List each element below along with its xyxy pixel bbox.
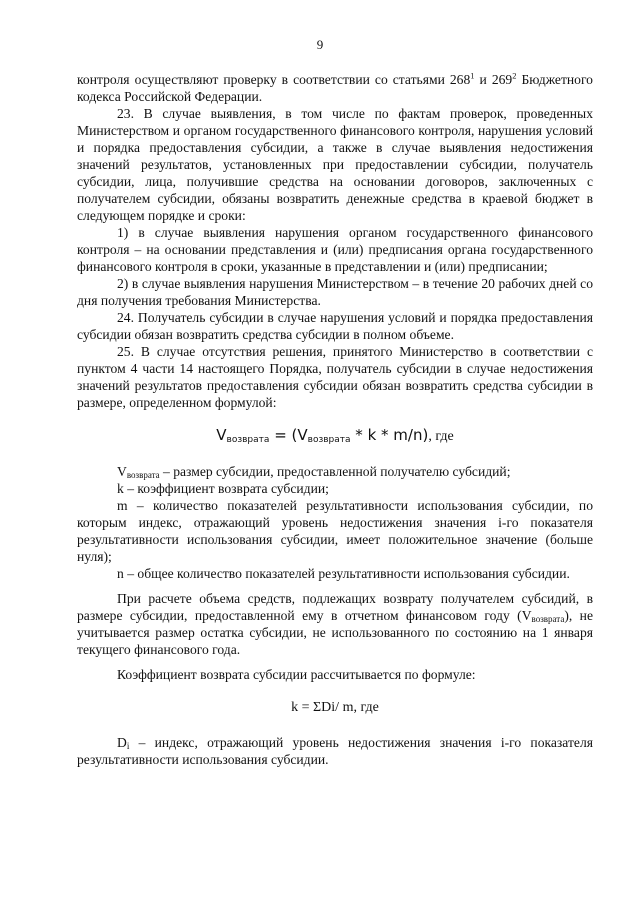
paragraph-23-item-2: 2) в случае выявления нарушения Министерством – в течение 20 рабочих дней со дня получения требования Министерства. [77, 276, 593, 308]
paragraph-23-item-1: 1) в случае выявления нарушения органом государственного финансового контроля – на основании представления и (или) предписания органа государственного финансового контроля в сроки, указанные в представлении и (или) предписании; [77, 225, 593, 274]
definition-k: k – коэффициент возврата субсидии; [117, 481, 329, 496]
symbol: D [117, 735, 127, 750]
definition-v [77, 463, 593, 480]
return-formula [77, 427, 593, 445]
paragraph-coefficient: Коэффициент возврата субсидии рассчитывается по формуле: [117, 667, 476, 682]
text: – размер субсидии, предоставленной получателю субсидий; [159, 464, 511, 479]
page-number: 9 [316, 37, 324, 52]
paragraph-budget-code [77, 71, 593, 105]
symbol: V [117, 464, 127, 479]
superscript: 2 [512, 70, 517, 81]
spacer [77, 582, 593, 590]
text: контроля осуществляют проверку в соответствии со статьями 268 [77, 72, 471, 87]
text: – индекс, отражающий уровень недостижения значения i-го показателя результативности использования субсидии. [77, 735, 593, 767]
text: Бюджетного кодекса Российской Федерации. [77, 72, 593, 104]
subscript: возврата [126, 470, 160, 480]
subscript: i [126, 741, 130, 751]
definition-m: m – количество показателей результативности использования субсидии, по которым индекс, отражающий уровень недостижения значения i-го показателя результативности использования субсидии, имеет положительное значение (больше нуля); [77, 498, 593, 564]
paragraph-23: 23. В случае выявления, в том числе по фактам проверок, проведенных Министерством и органом государственного финансового контроля, нарушения условий и порядка предоставления субсидии, а также в случае выявления недостижения значений результатов, установленных при предоставлении субсидии, получатель субсидии, лица, получившие средства на основании договоров, заключенных с получателем субсидии, обязаны возвратить денежные средства в краевой бюджет в следующем порядке и сроки: [77, 106, 593, 223]
coefficient-formula: k = ΣDi/ m, где [291, 700, 379, 715]
subscript: возврата [531, 614, 565, 624]
paragraph-24: 24. Получатель субсидии в случае нарушения условий и порядка предоставления субсидии обязан возвратить средства субсидии в полном объеме. [77, 310, 593, 342]
paragraph-calculation [77, 590, 593, 658]
formula-subscript: возврата [226, 435, 270, 445]
text: При расчете объема средств, подлежащих возврату получателем субсидий, в размере субсидии, предоставленной ему в отчетном финансовом году (V [77, 591, 593, 623]
paragraph-25: 25. В случае отсутствия решения, принятого Министерство в соответствии с пунктом 4 части 14 настоящего Порядка, получатель субсидии в случае недостижения значений результатов предоставления субсидии обязан возвратить средства субсидии в размере, определенном формулой: [77, 344, 593, 410]
definition-n: n – общее количество показателей результативности использования субсидии. [117, 566, 570, 581]
text: и 269 [474, 72, 513, 87]
formula-tail: , где [428, 429, 454, 444]
document-body [77, 71, 593, 768]
formula-part: = (V [269, 426, 308, 444]
spacer [77, 658, 593, 666]
formula-subscript: возврата [307, 435, 351, 445]
definition-d [77, 734, 593, 768]
formula-part: * k * m/n) [350, 426, 429, 444]
superscript: 1 [470, 70, 475, 81]
text: ), не учитывается размер остатка субсидии, не использованного по состоянию на 1 января текущего финансового года. [77, 608, 593, 657]
formula-symbol: V [216, 426, 227, 444]
